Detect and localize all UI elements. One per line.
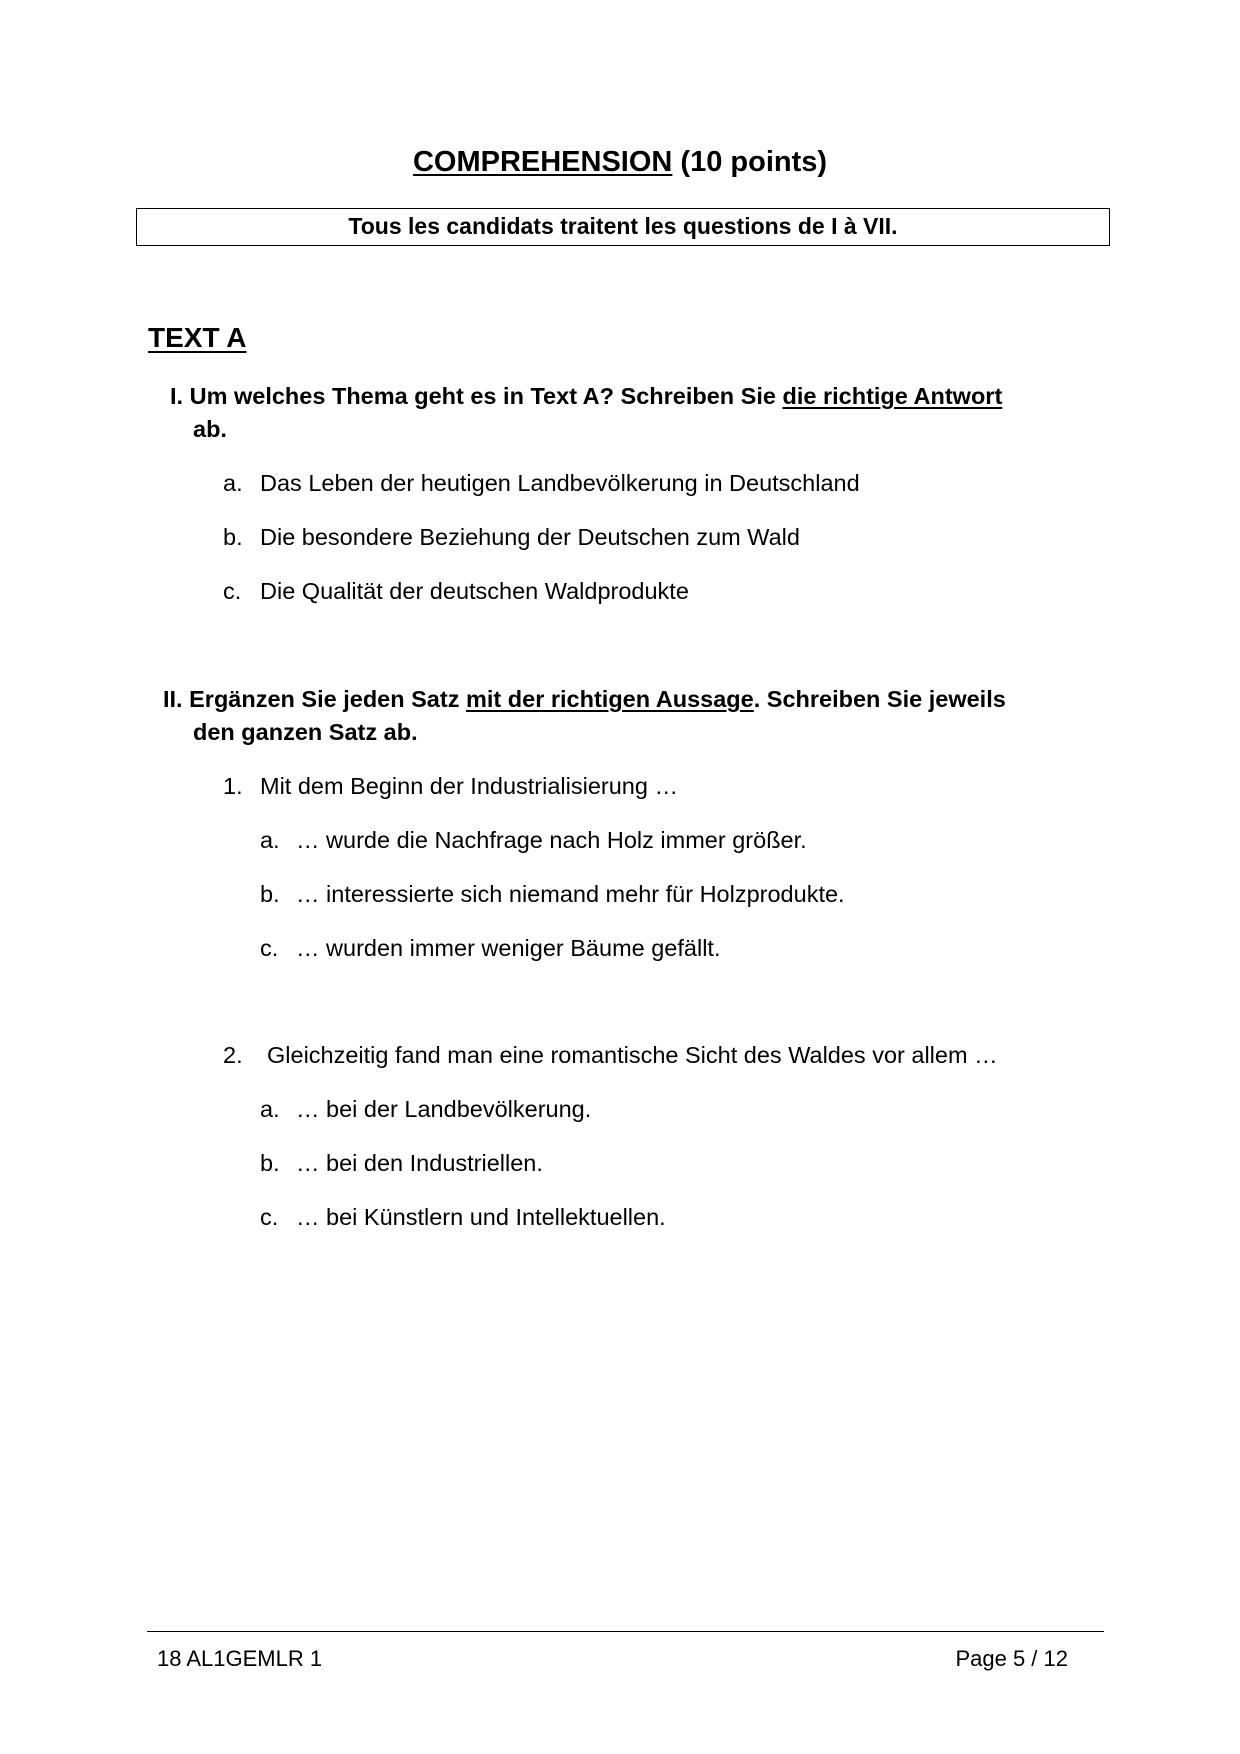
question-1-option-c (223, 578, 689, 605)
question-2-item-1 (223, 773, 678, 800)
question-2-number: II. (163, 686, 183, 712)
option-label: c. (260, 935, 279, 961)
title-underlined: COMPREHENSION (412, 146, 673, 178)
page-title (0, 146, 1240, 179)
option-text: … bei der Landbevölkerung. (296, 1096, 592, 1122)
instruction-box (136, 208, 1110, 246)
item-2-option-b (260, 1150, 543, 1177)
item-1-option-a (260, 827, 807, 854)
option-text: … interessierte sich niemand mehr für Holzprodukte. (296, 881, 845, 907)
question-2-text-after: . Schreiben Sie jeweils (753, 686, 1006, 712)
option-text: Die Qualität der deutschen Waldprodukte (260, 578, 689, 604)
question-2-line2: den ganzen Satz ab. (193, 719, 418, 745)
section-title: TEXT A (148, 322, 247, 353)
item-number: 1. (223, 773, 243, 799)
option-label: b. (223, 524, 243, 550)
item-stem: Mit dem Beginn der Industrialisierung … (260, 773, 678, 799)
question-1-text: Um welches Thema geht es in Text A? Schreiben Sie (189, 383, 783, 409)
item-2-option-c (260, 1204, 666, 1231)
option-text: … bei Künstlern und Intellektuellen. (296, 1204, 666, 1230)
footer-code: 18 AL1GEMLR 1 (157, 1646, 323, 1671)
question-2-text: Ergänzen Sie jeden Satz (189, 686, 466, 712)
option-label: a. (260, 827, 280, 853)
option-label: b. (260, 881, 280, 907)
question-1 (170, 380, 1002, 413)
option-label: c. (260, 1204, 279, 1230)
question-1-number: I. (170, 383, 184, 409)
question-2-item-2 (223, 1042, 998, 1069)
question-1-underlined: die richtige Antwort (782, 383, 1003, 409)
instruction-text: Tous les candidats traitent les questions de I à VII. (348, 213, 898, 239)
item-1-option-b (260, 881, 845, 908)
question-2 (163, 683, 1006, 716)
item-stem: Gleichzeitig fand man eine romantische Sicht des Waldes vor allem … (267, 1042, 998, 1068)
option-label: a. (223, 470, 243, 496)
option-text: … wurden immer weniger Bäume gefällt. (296, 935, 721, 961)
option-label: c. (223, 578, 242, 604)
footer-page-number: Page 5 / 12 (955, 1646, 1068, 1671)
option-text: Die besondere Beziehung der Deutschen zum Wald (260, 524, 800, 550)
item-1-option-c (260, 935, 721, 962)
item-number: 2. (223, 1042, 243, 1068)
question-1-line2: ab. (193, 416, 227, 442)
question-1-option-b (223, 524, 800, 551)
title-points: (10 points) (672, 146, 828, 178)
option-text: Das Leben der heutigen Landbevölkerung in Deutschland (260, 470, 860, 496)
option-text: … bei den Industriellen. (296, 1150, 543, 1176)
question-2-underlined: mit der richtigen Aussage (465, 686, 754, 712)
option-text: … wurde die Nachfrage nach Holz immer größer. (296, 827, 807, 853)
option-label: a. (260, 1096, 280, 1122)
option-label: b. (260, 1150, 280, 1176)
footer-divider (147, 1631, 1104, 1632)
question-1-option-a (223, 470, 860, 497)
item-2-option-a (260, 1096, 592, 1123)
